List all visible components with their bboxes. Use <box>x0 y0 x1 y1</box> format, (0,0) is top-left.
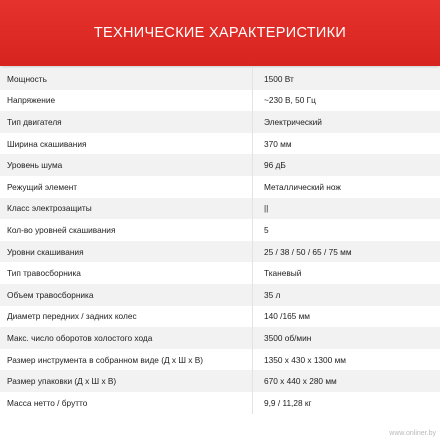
spec-row <box>0 176 440 198</box>
spec-row <box>0 111 440 133</box>
spec-value: 370 мм <box>252 133 440 155</box>
spec-name: Ширина скашивания <box>7 138 87 149</box>
spec-name: Макс. число оборотов холостого хода <box>7 332 153 343</box>
spec-row <box>0 90 440 112</box>
spec-row <box>0 241 440 263</box>
spec-value: Электрический <box>252 111 440 133</box>
spec-value: 1500 Вт <box>252 68 440 90</box>
spec-name: Режущий элемент <box>7 181 78 192</box>
spec-row <box>0 370 440 392</box>
spec-header <box>0 0 440 66</box>
spec-value: ~230 В, 50 Гц <box>252 90 440 112</box>
spec-row <box>0 306 440 328</box>
spec-table <box>0 68 440 414</box>
spec-title: ТЕХНИЧЕСКИЕ ХАРАКТЕРИСТИКИ <box>93 25 347 41</box>
spec-name: Размер упаковки (Д х Ш х В) <box>7 376 117 387</box>
spec-value: Металлический нож <box>252 176 440 198</box>
spec-name: Объем травосборника <box>7 289 94 300</box>
spec-name: Размер инструмента в собранном виде (Д х Ш х В) <box>7 354 204 365</box>
spec-value: 140 /165 мм <box>252 306 440 328</box>
spec-name: Уровни скашивания <box>7 246 84 257</box>
spec-name: Масса нетто / брутто <box>7 397 88 408</box>
spec-value: || <box>252 198 440 220</box>
spec-name: Уровень шума <box>7 160 63 171</box>
spec-value: 3500 об/мин <box>252 327 440 349</box>
spec-row <box>0 349 440 371</box>
spec-value: 96 дБ <box>252 154 440 176</box>
spec-name: Кол-во уровней скашивания <box>7 224 116 235</box>
spec-row <box>0 284 440 306</box>
spec-row <box>0 327 440 349</box>
spec-row <box>0 219 440 241</box>
spec-row <box>0 198 440 220</box>
spec-row <box>0 133 440 155</box>
spec-name: Класс электрозащиты <box>7 203 92 214</box>
spec-row <box>0 262 440 284</box>
spec-name: Мощность <box>7 73 47 84</box>
spec-name: Диаметр передних / задних колес <box>7 311 137 322</box>
spec-value: 670 x 440 x 280 мм <box>252 370 440 392</box>
spec-value: 9,9 / 11,28 кг <box>252 392 440 414</box>
spec-row <box>0 68 440 90</box>
spec-value: 25 / 38 / 50 / 65 / 75 мм <box>252 241 440 263</box>
watermark: www.onliner.by <box>389 430 436 437</box>
spec-name: Напряжение <box>7 95 56 106</box>
spec-name: Тип травосборника <box>7 268 81 279</box>
spec-value: 5 <box>252 219 440 241</box>
spec-value: 35 л <box>252 284 440 306</box>
spec-row <box>0 154 440 176</box>
spec-value: 1350 x 430 x 1300 мм <box>252 349 440 371</box>
spec-row <box>0 392 440 414</box>
spec-value: Тканевый <box>252 262 440 284</box>
spec-name: Тип двигателя <box>7 116 62 127</box>
